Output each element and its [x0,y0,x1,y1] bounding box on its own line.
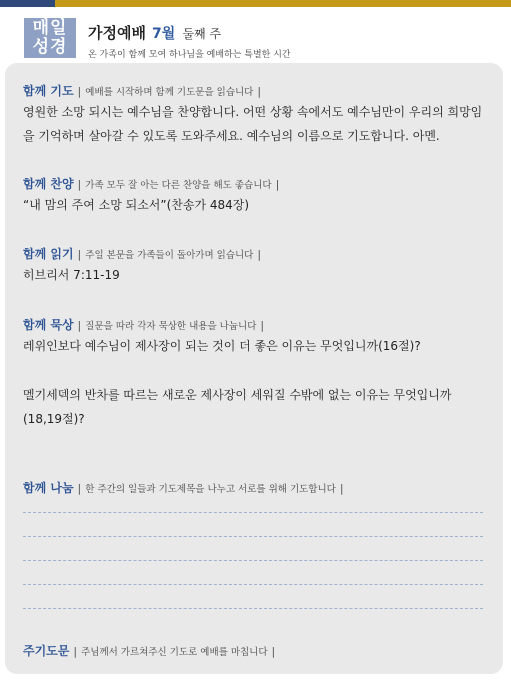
page-title [88,22,221,43]
writing-line [23,512,483,513]
section-lords-prayer-desc: 주님께서 가르쳐주신 기도로 예배를 마칩니다 [81,647,268,658]
writing-line [23,608,483,609]
section-praise-title: 함께 찬양 [23,177,74,191]
section-prayer-header: 함께 기도 | 예배를 시작하며 함께 기도문을 읽습니다 | [23,84,262,98]
title-month: 7월 [151,26,176,42]
page-subtitle: 온 가족이 함께 모여 하나님을 예배하는 특별한 시간 [88,50,291,60]
writing-line [23,584,483,585]
logo [24,18,76,58]
section-meditation-header: 함께 묵상 | 질문을 따라 각자 묵상한 내용을 나눕니다 | [23,318,265,332]
section-praise-desc: 가족 모두 잘 아는 다른 찬양을 해도 좋습니다 [85,180,272,191]
reading-text: 히브리서 7:11-19 [23,268,120,282]
section-praise-header: 함께 찬양 | 가족 모두 잘 아는 다른 찬양을 해도 좋습니다 | [23,177,280,191]
section-sharing-header: 함께 나눔 | 한 주간의 일들과 기도제목을 나누고 서로를 위해 기도합니다 | [23,481,344,495]
section-reading-title: 함께 읽기 [23,247,74,261]
logo-line-2: 성경 [32,37,68,57]
meditation-question-1: 레위인보다 예수님이 제사장이 되는 것이 더 좋은 이유는 무엇입니까(16절)? [23,339,421,353]
writing-line [23,536,483,537]
section-reading-header: 함께 읽기 | 주일 본문을 가족들이 돌아가며 읽습니다 | [23,247,262,261]
section-reading-desc: 주일 본문을 가족들이 돌아가며 읽습니다 [85,250,254,261]
section-sharing-title: 함께 나눔 [23,481,74,495]
logo-line-1: 매일 [32,18,68,38]
sharing-writing-lines [23,512,483,632]
section-lords-prayer-header: 주기도문 | 주님께서 가르쳐주신 기도로 예배를 마칩니다 | [23,644,276,658]
section-meditation-desc: 질문을 따라 각자 묵상한 내용을 나눕니다 [85,321,257,332]
section-lords-prayer-title: 주기도문 [23,644,70,658]
header-accent-bar-left [0,0,55,7]
section-prayer-title: 함께 기도 [23,84,74,98]
section-sharing-desc: 한 주간의 일들과 기도제목을 나누고 서로를 위해 기도합니다 [85,484,336,495]
praise-text: “내 맘의 주여 소망 되소서”(찬송가 484장) [23,198,250,212]
meditation-question-2: 멜기세덱의 반차를 따르는 새로운 제사장이 세워질 수밖에 없는 이유는 무엇입니까(18,19절)? [23,388,452,426]
section-meditation-title: 함께 묵상 [23,318,74,332]
title-text: 가정예배 [88,24,146,42]
section-prayer-desc: 예배를 시작하며 함께 기도문을 읽습니다 [85,87,254,98]
writing-line [23,560,483,561]
title-week: 둘째 주 [182,27,222,41]
prayer-text: 영원한 소망 되시는 예수님을 찬양합니다. 어떤 상황 속에서도 예수님만이 우리의 희망임을 기억하며 살아갈 수 있도록 도와주세요. 예수님의 이름으로 기도합니다. 아멘. [23,105,483,143]
header-accent-bar [55,0,511,7]
